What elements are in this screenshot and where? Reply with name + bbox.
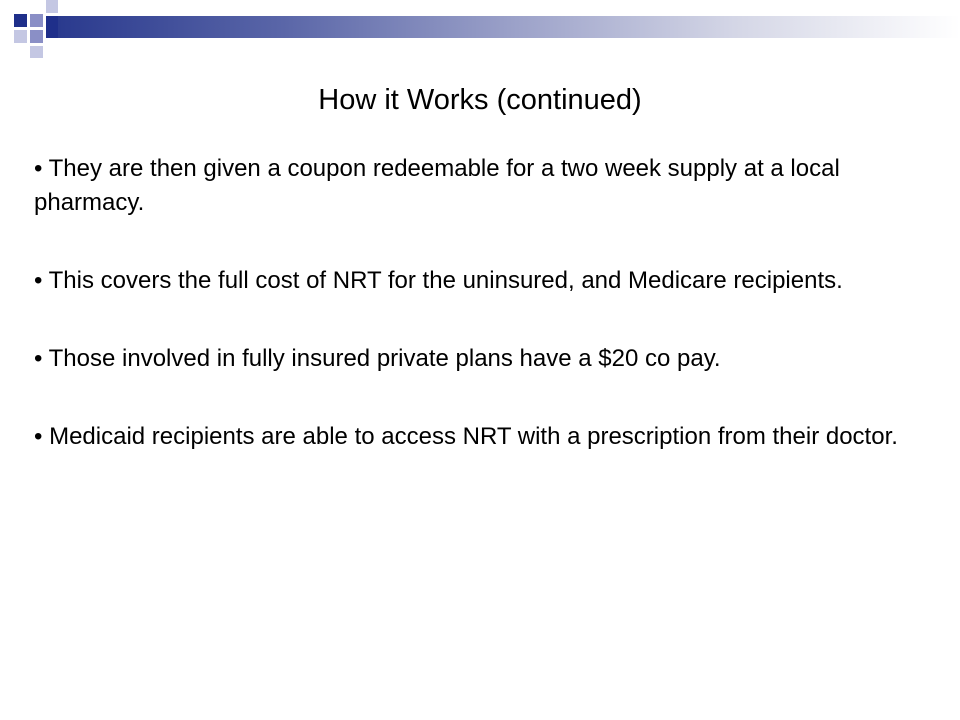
bullet-text: Medicaid recipients are able to access NRT with a prescription from their doctor. (49, 423, 898, 450)
header-square-dark-2 (46, 16, 58, 38)
header-square-light (46, 0, 58, 13)
bullet-marker: • (34, 345, 43, 372)
bullet-item (34, 152, 952, 220)
bullet-text: They are then given a coupon redeemable for a two week supply at a local pharmacy. (34, 155, 847, 216)
bullet-marker: • (34, 155, 43, 182)
bullet-item (34, 342, 952, 376)
bullet-item (34, 264, 952, 298)
slide-title: How it Works (continued) (318, 84, 642, 116)
bullet-text: Those involved in fully insured private plans have a $20 co pay. (48, 345, 721, 372)
header-square-light-3 (30, 46, 43, 58)
bullet-marker: • (34, 423, 43, 450)
header-gradient-bar (58, 16, 960, 38)
header-square-dark (14, 14, 27, 27)
bullet-item (34, 420, 952, 454)
bullet-marker: • (34, 267, 43, 294)
header-square-mid (30, 14, 43, 27)
bullet-text: This covers the full cost of NRT for the uninsured, and Medicare recipients. (48, 267, 843, 294)
header-square-mid-2 (30, 30, 43, 43)
header-square-light-2 (14, 30, 27, 43)
bullet-list (34, 152, 952, 498)
